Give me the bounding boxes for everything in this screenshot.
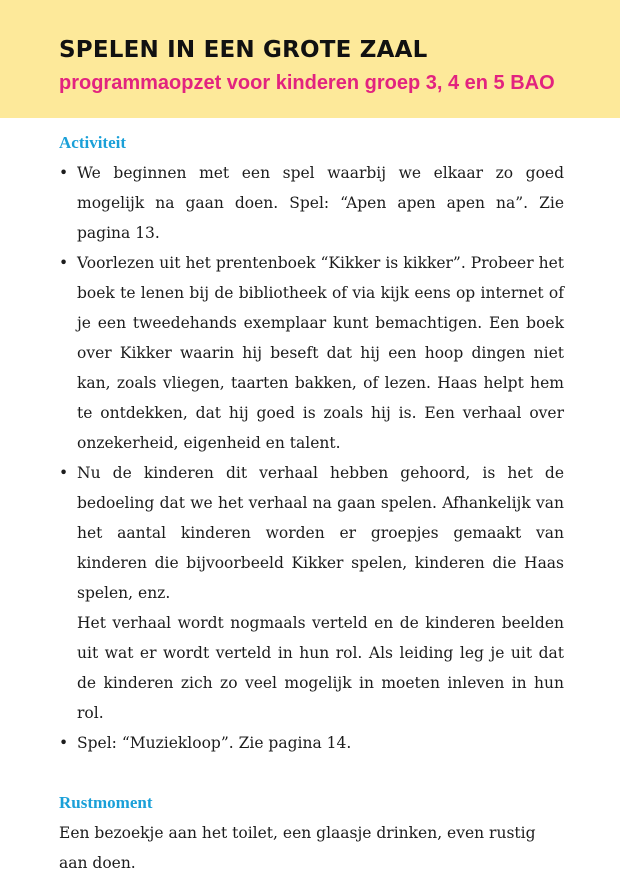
bullet-icon: • — [59, 734, 69, 752]
bullet-icon: • — [59, 464, 69, 482]
header-banner — [0, 0, 620, 118]
section-spacer — [59, 758, 564, 788]
content — [59, 128, 564, 878]
page-title: SPELEN IN EEN GROTE ZAAL — [59, 37, 428, 63]
activity-list — [59, 158, 564, 758]
list-item-text: We beginnen met een spel waarbij we elkaar zo goed mogelijk na gaan doen. Spel: “Apen apen apen na”. Zie pagina 13. — [77, 164, 564, 242]
list-item-text: Spel: “Muziekloop”. Zie pagina 14. — [77, 734, 352, 752]
bullet-icon: • — [59, 254, 69, 272]
list-item — [59, 728, 564, 758]
rustmoment-text: Een bezoekje aan het toilet, een glaasje drinken, even rustig aan doen. — [59, 824, 536, 872]
list-item — [59, 458, 564, 728]
list-item — [59, 248, 564, 458]
bullet-icon: • — [59, 164, 69, 182]
list-item-continuation: Het verhaal wordt nogmaals verteld en de kinderen beelden uit wat er wordt verteld in hun rol. Als leiding leg je uit dat de kinderen zich zo veel mogelijk in moeten inleven in hun rol. — [77, 614, 564, 722]
list-item-text: Nu de kinderen dit verhaal hebben gehoord, is het de bedoeling dat we het verhaal na gaan spelen. Afhankelijk van het aantal kinderen worden er groepjes gemaakt van kinderen die bijvoorbeeld Kikker spelen, kinderen die Haas spelen, enz. — [77, 464, 564, 602]
section-heading-rustmoment: Rustmoment — [59, 793, 153, 812]
list-item-text: Voorlezen uit het prentenboek “Kikker is kikker”. Probeer het boek te lenen bij de bibliotheek of via kijk eens op internet of je een tweedehands exemplaar kunt bemachtigen. Een boek over Kikker waarin hij beseft dat hij een hoop dingen niet kan, zoals vliegen, taarten bakken, of lezen. Haas helpt hem te ontdekken, dat hij goed is zoals hij is. Een verhaal over onzekerheid, eigenheid en talent. — [77, 254, 564, 452]
list-item — [59, 158, 564, 248]
section-heading-activiteit: Activiteit — [59, 133, 127, 152]
page-subtitle: programmaopzet voor kinderen groep 3, 4 en 5 BAO — [59, 72, 555, 94]
